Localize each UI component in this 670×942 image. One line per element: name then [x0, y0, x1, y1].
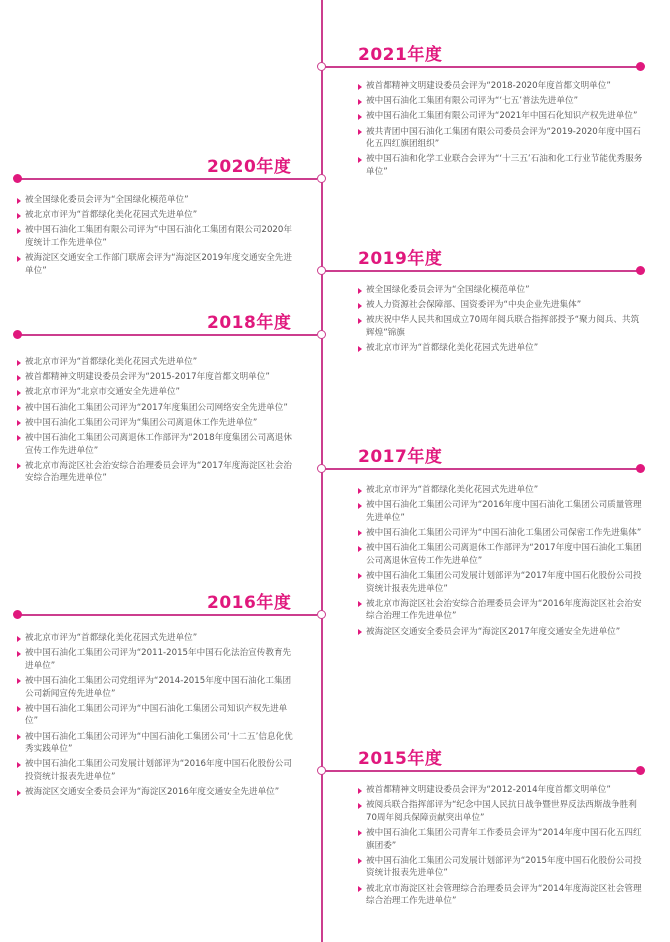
award-item: 被中国石油化工集团公司评为“中国石油化工集团公司保密工作先进集体” — [357, 527, 647, 540]
award-item: 被北京市海淀区社会治安综合治理委员会评为“2016年度海淀区社会治安综合治理工作先进单位” — [357, 598, 647, 623]
award-item: 被中国石油化工集团公司评为“2011-2015年中国石化法治宣传教育先进单位” — [16, 647, 294, 672]
year-divider — [325, 270, 640, 272]
year-marker-dot — [13, 610, 22, 619]
award-item: 被中国石油化工集团公司发展计划部评为“2017年度中国石化股份公司投资统计报表先进单位” — [357, 570, 647, 595]
award-item: 被北京市评为“首都绿化美化花园式先进单位” — [16, 356, 294, 369]
year-heading-2021: 2021年度 — [358, 45, 443, 65]
award-item: 被中国石油化工集团有限公司评为“中国石油化工集团有限公司2020年度统计工作先进单位” — [16, 224, 294, 249]
award-item: 被全国绿化委员会评为“全国绿化模范单位” — [16, 194, 294, 207]
award-item: 被首都精神文明建设委员会评为“2015-2017年度首都文明单位” — [16, 371, 294, 384]
year-marker-dot — [13, 174, 22, 183]
award-item: 被北京市评为“北京市交通安全先进单位” — [16, 386, 294, 399]
award-item: 被中国石油化工集团有限公司评为“‘七五’普法先进单位” — [357, 95, 647, 108]
award-list-2018 — [16, 356, 294, 488]
award-item: 被中国石油化工集团公司评为“集团公司离退休工作先进单位” — [16, 417, 294, 430]
year-heading-2020: 2020年度 — [207, 157, 292, 177]
award-item: 被海淀区交通安全委员会评为“海淀区2016年度交通安全先进单位” — [16, 786, 294, 799]
award-item: 被中国石油化工集团公司党组评为“2014-2015年度中国石油化工集团公司新闻宣传先进单位” — [16, 675, 294, 700]
timeline-node — [317, 62, 326, 71]
award-item: 被中国石油化工集团公司青年工作委员会评为“2014年度中国石化五四红旗团委” — [357, 827, 647, 852]
year-marker-dot — [13, 330, 22, 339]
award-list-2015 — [357, 784, 647, 910]
timeline-node — [317, 766, 326, 775]
timeline-node — [317, 174, 326, 183]
award-item: 被共青团中国石油化工集团有限公司委员会评为“2019-2020年度中国石化五四红旗团组织” — [357, 126, 647, 151]
award-list-2021 — [357, 80, 647, 181]
award-list-2019 — [357, 284, 647, 357]
year-heading-2015: 2015年度 — [358, 749, 443, 769]
award-item: 被人力资源社会保障部、国资委评为“中央企业先进集体” — [357, 299, 647, 312]
year-divider — [325, 468, 640, 470]
year-divider — [20, 334, 317, 336]
timeline-node — [317, 266, 326, 275]
year-divider — [20, 178, 317, 180]
award-item: 被中国石油化工集团公司发展计划部评为“2016年度中国石化股份公司投资统计报表先进单位” — [16, 758, 294, 783]
award-item: 被北京市评为“首都绿化美化花园式先进单位” — [16, 209, 294, 222]
year-heading-2016: 2016年度 — [207, 593, 292, 613]
timeline-node — [317, 330, 326, 339]
award-item: 被首都精神文明建设委员会评为“2012-2014年度首都文明单位” — [357, 784, 647, 797]
year-divider — [325, 770, 640, 772]
award-list-2016 — [16, 632, 294, 801]
award-item: 被海淀区交通安全委员会评为“海淀区2017年度交通安全先进单位” — [357, 626, 647, 639]
award-item: 被北京市评为“首都绿化美化花园式先进单位” — [16, 632, 294, 645]
year-marker-dot — [636, 464, 645, 473]
award-list-2020 — [16, 194, 294, 280]
award-item: 被中国石油化工集团公司离退休工作部评为“2018年度集团公司离退休宣传工作先进单位” — [16, 432, 294, 457]
year-divider — [325, 66, 640, 68]
year-marker-dot — [636, 766, 645, 775]
award-item: 被庆祝中华人民共和国成立70周年阅兵联合指挥部授予“聚力阅兵、共筑辉煌”锦旗 — [357, 314, 647, 339]
award-list-2017 — [357, 484, 647, 641]
award-item: 被海淀区交通安全工作部门联席会评为“海淀区2019年度交通安全先进单位” — [16, 252, 294, 277]
year-marker-dot — [636, 266, 645, 275]
award-item: 被全国绿化委员会评为“全国绿化模范单位” — [357, 284, 647, 297]
award-item: 被中国石油化工集团公司评为“中国石油化工集团公司知识产权先进单位” — [16, 703, 294, 728]
award-item: 被北京市海淀区社会治安综合治理委员会评为“2017年度海淀区社会治安综合治理先进单位” — [16, 460, 294, 485]
award-item: 被中国石油化工集团公司评为“2017年度集团公司网络安全先进单位” — [16, 402, 294, 415]
award-item: 被首都精神文明建设委员会评为“2018-2020年度首都文明单位” — [357, 80, 647, 93]
award-item: 被中国石油化工集团公司发展计划部评为“2015年度中国石化股份公司投资统计报表先进单位” — [357, 855, 647, 880]
award-item: 被北京市评为“首都绿化美化花园式先进单位” — [357, 342, 647, 355]
year-heading-2018: 2018年度 — [207, 313, 292, 333]
award-item: 被中国石油和化学工业联合会评为“‘十三五’石油和化工行业节能优秀服务单位” — [357, 153, 647, 178]
timeline-node — [317, 610, 326, 619]
award-item: 被中国石油化工集团公司离退休工作部评为“2017年度中国石油化工集团公司离退休宣传工作先进单位” — [357, 542, 647, 567]
year-heading-2017: 2017年度 — [358, 447, 443, 467]
year-divider — [20, 614, 317, 616]
timeline-node — [317, 464, 326, 473]
award-item: 被中国石油化工集团有限公司评为“2021年中国石化知识产权先进单位” — [357, 110, 647, 123]
year-marker-dot — [636, 62, 645, 71]
award-item: 被北京市评为“首都绿化美化花园式先进单位” — [357, 484, 647, 497]
award-item: 被中国石油化工集团公司评为“中国石油化工集团公司‘十二五’信息化优秀实践单位” — [16, 731, 294, 756]
award-item: 被北京市海淀区社会管理综合治理委员会评为“2014年度海淀区社会管理综合治理工作先进单位” — [357, 883, 647, 908]
award-item: 被阅兵联合指挥部评为“纪念中国人民抗日战争暨世界反法西斯战争胜利70周年阅兵保障贡献突出单位” — [357, 799, 647, 824]
year-heading-2019: 2019年度 — [358, 249, 443, 269]
award-item: 被中国石油化工集团公司评为“2016年度中国石油化工集团公司质量管理先进单位” — [357, 499, 647, 524]
